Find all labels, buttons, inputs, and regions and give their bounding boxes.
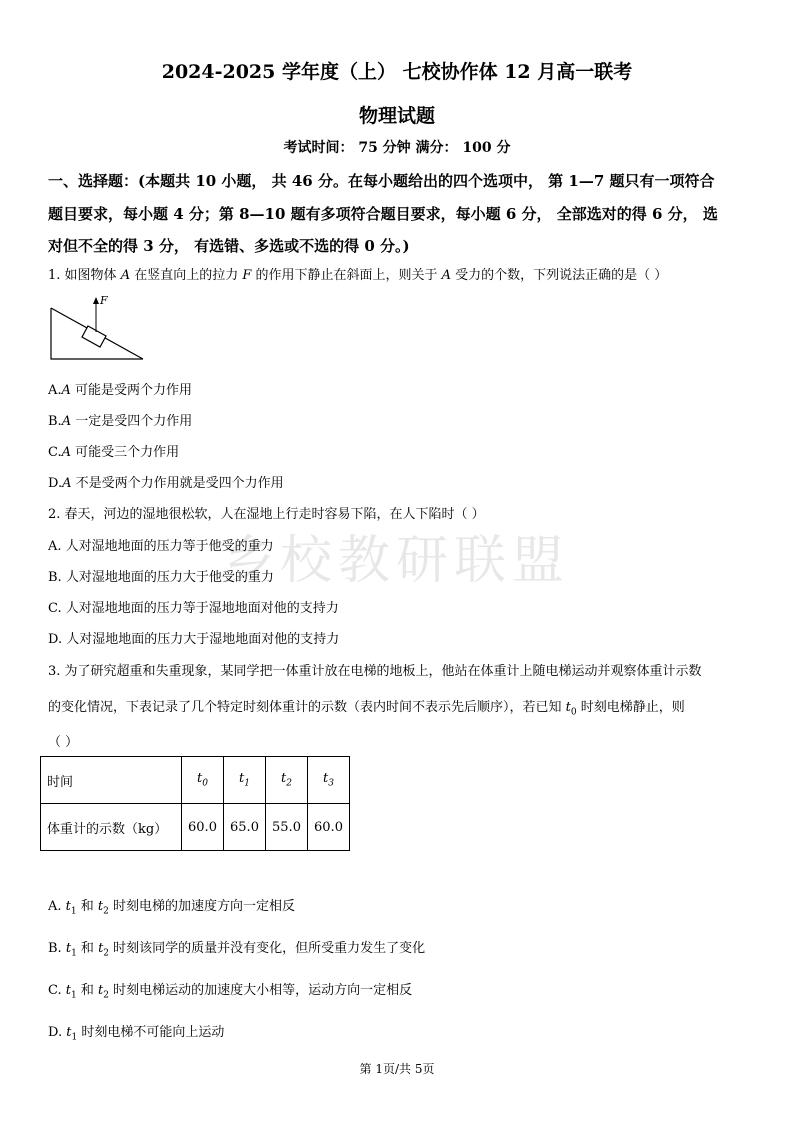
q3-option-d: D. $t_1$ 时刻电梯不可能向上运动 [48, 1025, 225, 1043]
table-value-cell: 55.0 [266, 804, 308, 851]
table-time-cell: $t_1$ [224, 757, 266, 804]
question-3-line-1: 3. 为了研究超重和失重现象，某同学把一体重计放在电梯的地板上，他站在体重计上随电梯运动并观察体重计示数 [48, 664, 702, 679]
table-row [41, 804, 350, 851]
table-value-cell: 60.0 [308, 804, 350, 851]
block-a [82, 326, 106, 347]
q2-option-b: B. 人对湿地地面的压力大于他受的重力 [48, 570, 274, 585]
table-value-cell: 65.0 [224, 804, 266, 851]
exam-info: 考试时间： 75 分钟 满分： 100 分 [283, 140, 511, 156]
q3-option-a: A. $t_1$ 和 $t_2$ 时刻电梯的加速度方向一定相反 [48, 899, 295, 917]
watermark-text: 乡校教研联盟 [222, 531, 571, 591]
question-2-stem: 2. 春天，河边的湿地很松软，人在湿地上行走时容易下陷，在人下陷时（ ） [48, 507, 485, 522]
table-time-cell: $t_3$ [308, 757, 350, 804]
table-time-cell: $t_2$ [266, 757, 308, 804]
q1-option-a: A.A 可能是受两个力作用 [48, 383, 193, 398]
section-instructions-line-2: 题目要求，每小题 4 分；第 8—10 题有多项符合题目要求，每小题 6 分， 全部选对的得 6 分， 选 [48, 205, 718, 223]
page-footer: 第 1页/共 5页 [359, 1062, 435, 1076]
q2-option-c: C. 人对湿地地面的压力等于湿地地面对他的支持力 [48, 601, 339, 616]
section-instructions-line-1: 一、选择题：(本题共 10 小题， 共 46 分。在每小题给出的四个选项中， 第 1—7 题只有一项符合 [48, 172, 715, 190]
question-3-line-3: （ ） [48, 735, 79, 750]
weight-table [40, 756, 350, 851]
q1-option-d: D.A 不是受两个力作用就是受四个力作用 [48, 476, 284, 491]
q1-option-c: C.A 可能受三个力作用 [48, 445, 180, 460]
question-1-stem: 1. 如图物体 A 在竖直向上的拉力 F 的作用下静止在斜面上，则关于 A 受力的个数，下列说法正确的是（ ） [48, 268, 668, 283]
q2-option-a: A. 人对湿地地面的压力等于他受的重力 [48, 539, 274, 554]
table-header-reading: 体重计的示数（kg） [41, 804, 182, 851]
q3-option-c: C. $t_1$ 和 $t_2$ 时刻电梯运动的加速度大小相等，运动方向一定相反 [48, 983, 413, 1001]
force-arrow-head [93, 297, 99, 304]
table-row [41, 757, 350, 804]
table-header-time: 时间 [41, 757, 182, 804]
q2-option-d: D. 人对湿地地面的压力大于湿地地面对他的支持力 [48, 632, 340, 647]
section-instructions-line-3: 对但不全的得 3 分， 有选错、多选或不选的得 0 分。) [48, 237, 410, 255]
subject-title: 物理试题 [358, 105, 435, 127]
q1-option-b: B.A 一定是受四个力作用 [48, 414, 193, 429]
q3-option-b: B. $t_1$ 和 $t_2$ 时刻该同学的质量并没有变化，但所受重力发生了变化 [48, 941, 426, 959]
exam-title: 2024-2025 学年度（上） 七校协作体 12 月高一联考 [161, 61, 633, 83]
table-value-cell: 60.0 [182, 804, 224, 851]
force-label: F [100, 294, 108, 307]
table-time-cell: $t_0$ [182, 757, 224, 804]
question-3-line-2: 的变化情况，下表记录了几个特定时刻体重计的示数（表内时间不表示先后顺序），若已知 $t_0$ 时刻电梯静止，则 [48, 700, 685, 718]
incline-figure [46, 292, 148, 362]
